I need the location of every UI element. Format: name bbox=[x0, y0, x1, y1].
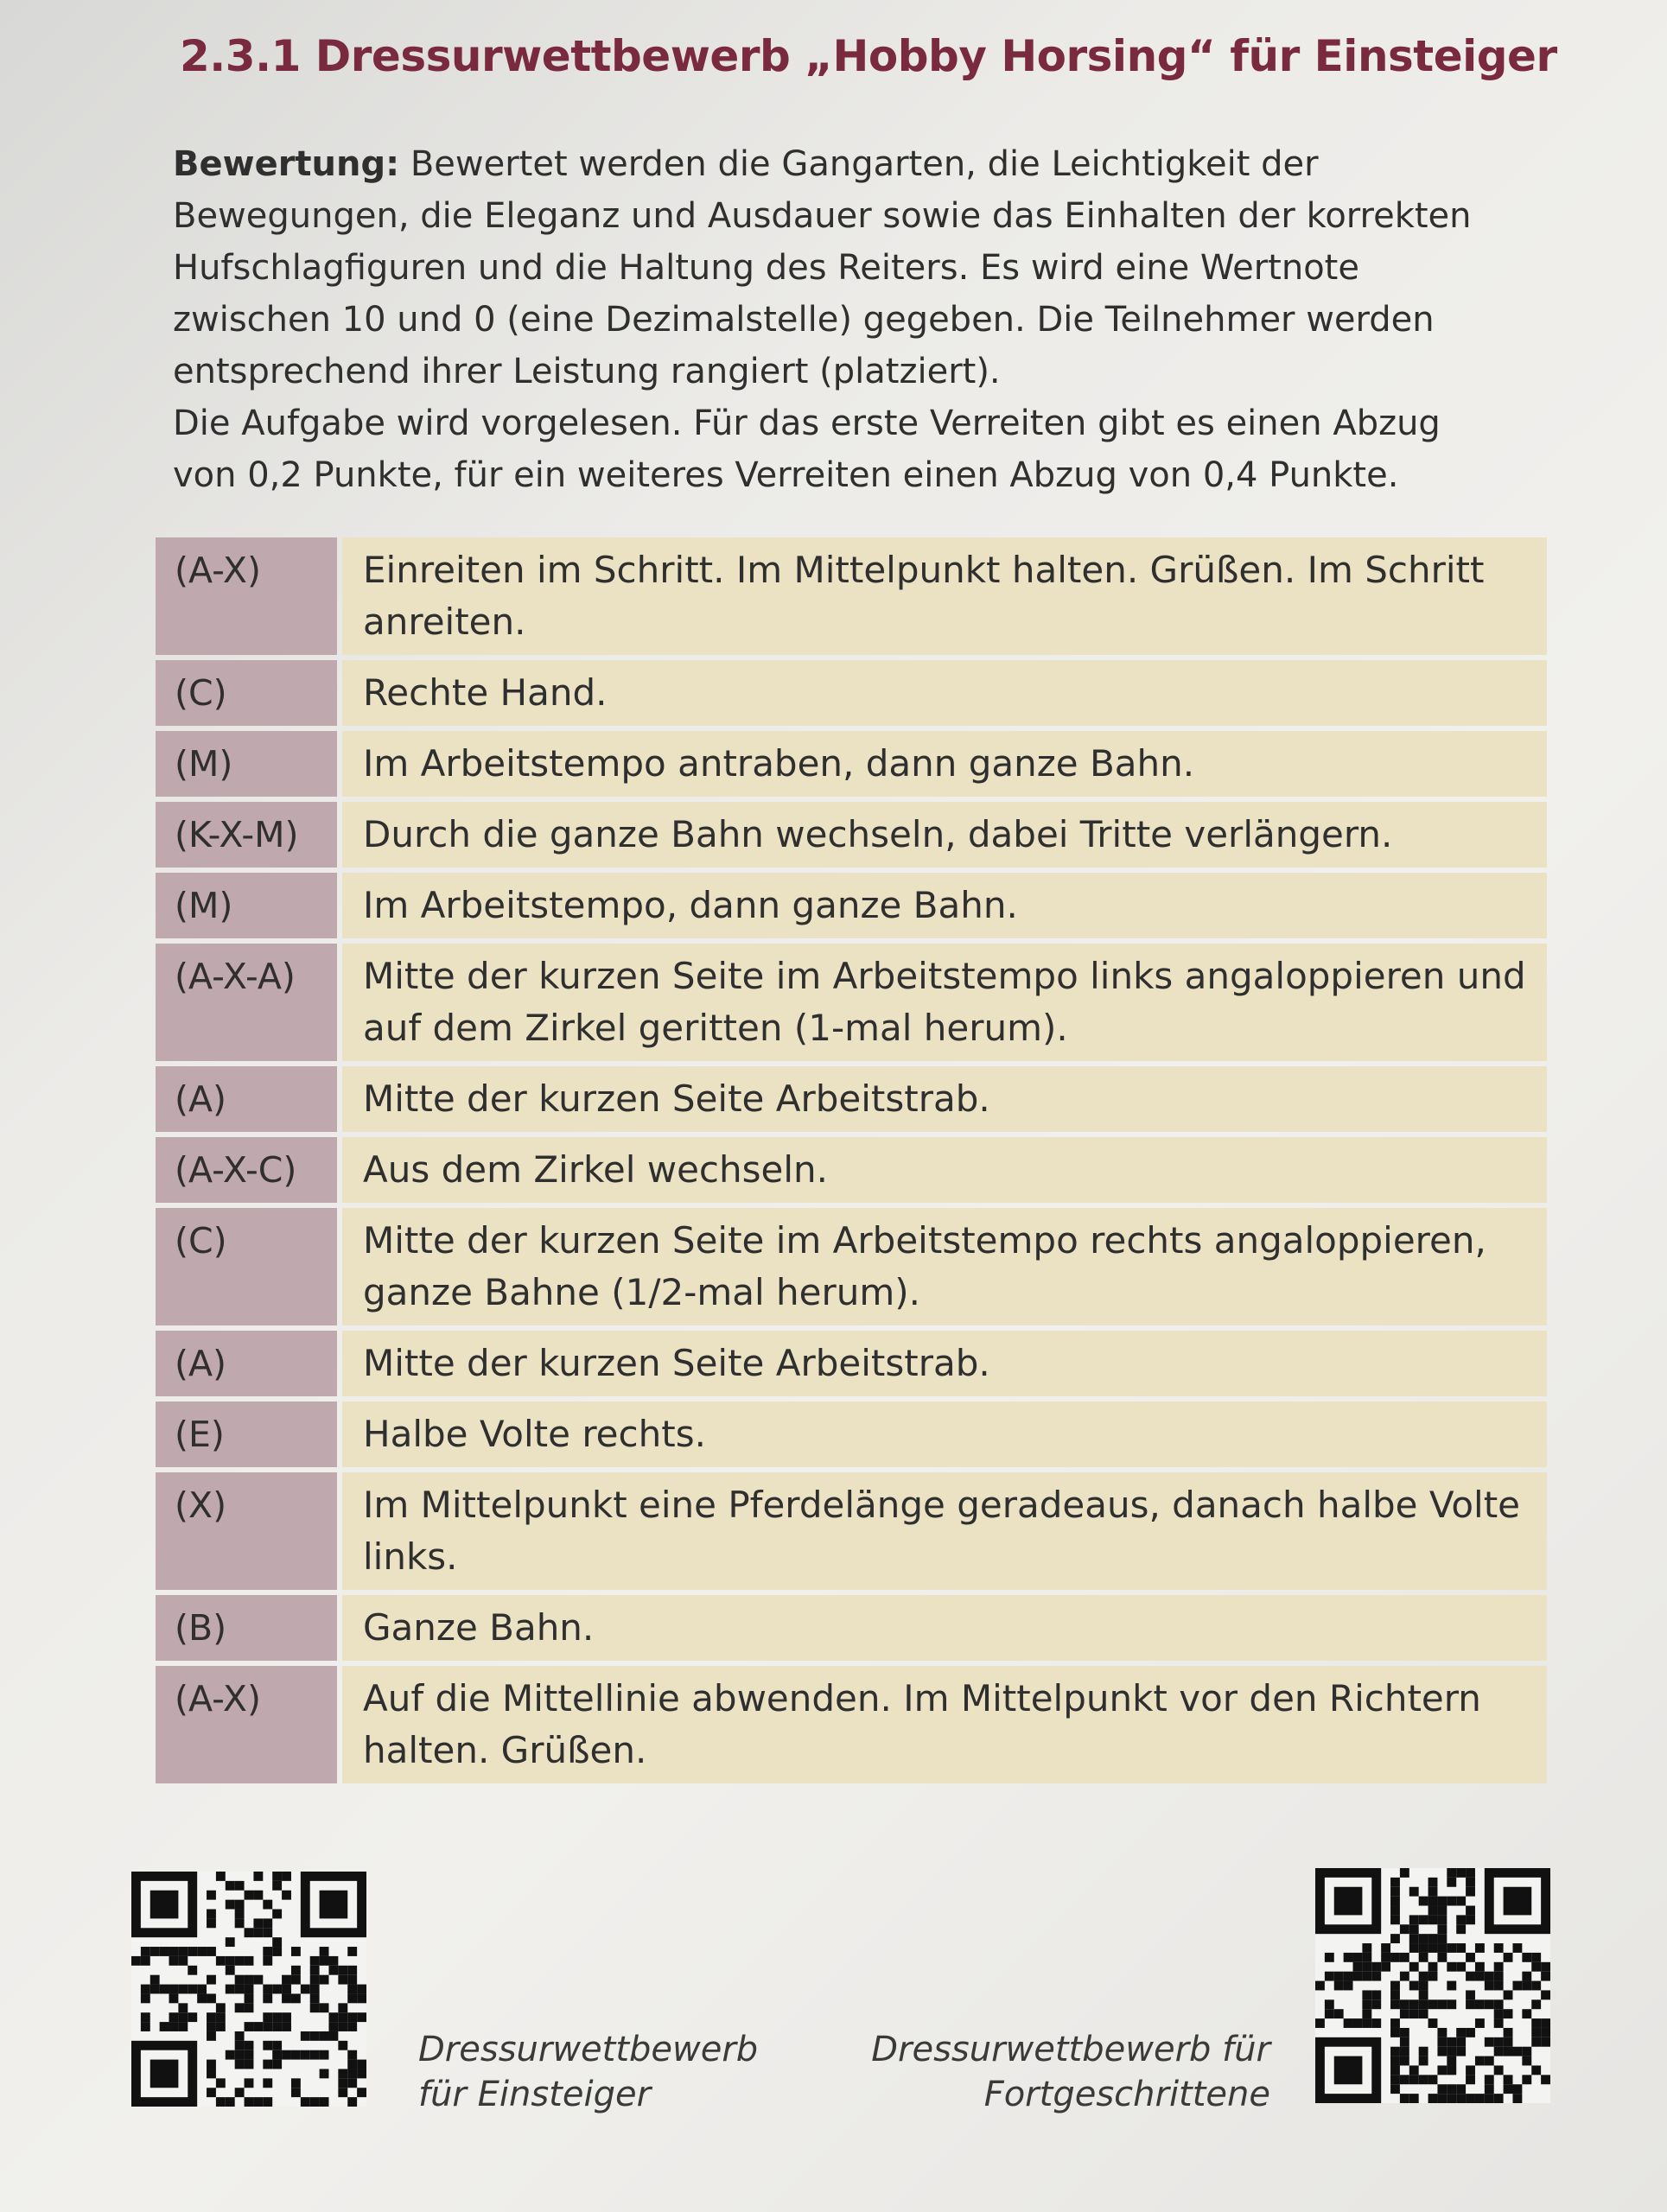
table-row bbox=[156, 1208, 1547, 1325]
row-description: Aus dem Zirkel wechseln. bbox=[342, 1137, 1547, 1203]
row-description: Ganze Bahn. bbox=[342, 1595, 1547, 1661]
intro-lead: Bewertung: bbox=[173, 144, 400, 184]
row-description: Mitte der kurzen Seite Arbeitstrab. bbox=[342, 1331, 1547, 1396]
table-row bbox=[156, 1137, 1547, 1203]
table-row bbox=[156, 1331, 1547, 1396]
intro-body: Bewertet werden die Gangarten, die Leichtigkeit der Bewegungen, die Eleganz und Ausdauer sowie das Einhalten der korrekten Hufschlagfiguren und die Haltung des Reiters. Es wird eine Wertnote zwischen 10 und 0 (eine Dezimalstelle) gegeben. Die Teilnehmer werden entsprechend ihrer Leistung rangiert (platziert). bbox=[173, 144, 1472, 391]
row-code: (K-X-M) bbox=[156, 802, 337, 868]
row-code: (A-X) bbox=[156, 1666, 337, 1783]
qr-label-line: für Einsteiger bbox=[418, 2075, 652, 2114]
row-description: Im Arbeitstempo, dann ganze Bahn. bbox=[342, 873, 1547, 938]
row-code: (E) bbox=[156, 1402, 337, 1467]
qr-label-advanced bbox=[864, 2027, 1270, 2117]
table-row bbox=[156, 1472, 1547, 1590]
row-code: (X) bbox=[156, 1472, 337, 1590]
row-code: (A) bbox=[156, 1066, 337, 1132]
row-description: Mitte der kurzen Seite im Arbeitstempo rechts angaloppieren, ganze Bahne (1/2-mal herum). bbox=[342, 1208, 1547, 1325]
row-code: (M) bbox=[156, 873, 337, 938]
row-description: Einreiten im Schritt. Im Mittelpunkt halten. Grüßen. Im Schritt anreiten. bbox=[342, 537, 1547, 655]
table-row bbox=[156, 731, 1547, 797]
qr-label-line: Dressurwettbewerb für bbox=[871, 2030, 1270, 2069]
table-row bbox=[156, 1666, 1547, 1783]
table-row bbox=[156, 873, 1547, 938]
row-description: Auf die Mittellinie abwenden. Im Mittelpunkt vor den Richtern halten. Grüßen. bbox=[342, 1666, 1547, 1783]
table-row bbox=[156, 1402, 1547, 1467]
row-code: (A-X-A) bbox=[156, 944, 337, 1061]
row-code: (A-X-C) bbox=[156, 1137, 337, 1203]
table-row bbox=[156, 944, 1547, 1061]
row-code: (M) bbox=[156, 731, 337, 797]
qr-label-line: Fortgeschrittene bbox=[983, 2075, 1270, 2114]
row-description: Im Arbeitstempo antraben, dann ganze Bahn. bbox=[342, 731, 1547, 797]
qr-code-icon[interactable] bbox=[1315, 1868, 1550, 2103]
qr-code-icon[interactable] bbox=[131, 1872, 366, 2107]
table-row bbox=[156, 1066, 1547, 1132]
table-row bbox=[156, 660, 1547, 726]
section-title: 2.3.1 Dressurwettbewerb „Hobby Horsing“ für Einsteiger bbox=[180, 31, 1557, 81]
row-code: (A) bbox=[156, 1331, 337, 1396]
row-description: Mitte der kurzen Seite Arbeitstrab. bbox=[342, 1066, 1547, 1132]
row-description: Halbe Volte rechts. bbox=[342, 1402, 1547, 1467]
intro-paragraph bbox=[173, 138, 1486, 397]
table-row bbox=[156, 1595, 1547, 1661]
row-code: (C) bbox=[156, 660, 337, 726]
intro-text bbox=[173, 138, 1486, 501]
qr-label-beginners bbox=[418, 2027, 758, 2117]
row-description: Durch die ganze Bahn wechseln, dabei Tritte verlängern. bbox=[342, 802, 1547, 868]
intro-paragraph-2: Die Aufgabe wird vorgelesen. Für das erste Verreiten gibt es einen Abzug von 0,2 Punkte, für ein weiteres Verreiten einen Abzug von 0,4 Punkte. bbox=[173, 404, 1441, 495]
row-description: Im Mittelpunkt eine Pferdelänge geradeaus, danach halbe Volte links. bbox=[342, 1472, 1547, 1590]
row-description: Mitte der kurzen Seite im Arbeitstempo links angaloppieren und auf dem Zirkel geritten (1-mal herum). bbox=[342, 944, 1547, 1061]
row-code: (B) bbox=[156, 1595, 337, 1661]
row-code: (A-X) bbox=[156, 537, 337, 655]
table-row bbox=[156, 802, 1547, 868]
task-table bbox=[156, 537, 1547, 1789]
qr-label-line: Dressurwettbewerb bbox=[418, 2030, 759, 2069]
table-row bbox=[156, 537, 1547, 655]
row-code: (C) bbox=[156, 1208, 337, 1325]
row-description: Rechte Hand. bbox=[342, 660, 1547, 726]
